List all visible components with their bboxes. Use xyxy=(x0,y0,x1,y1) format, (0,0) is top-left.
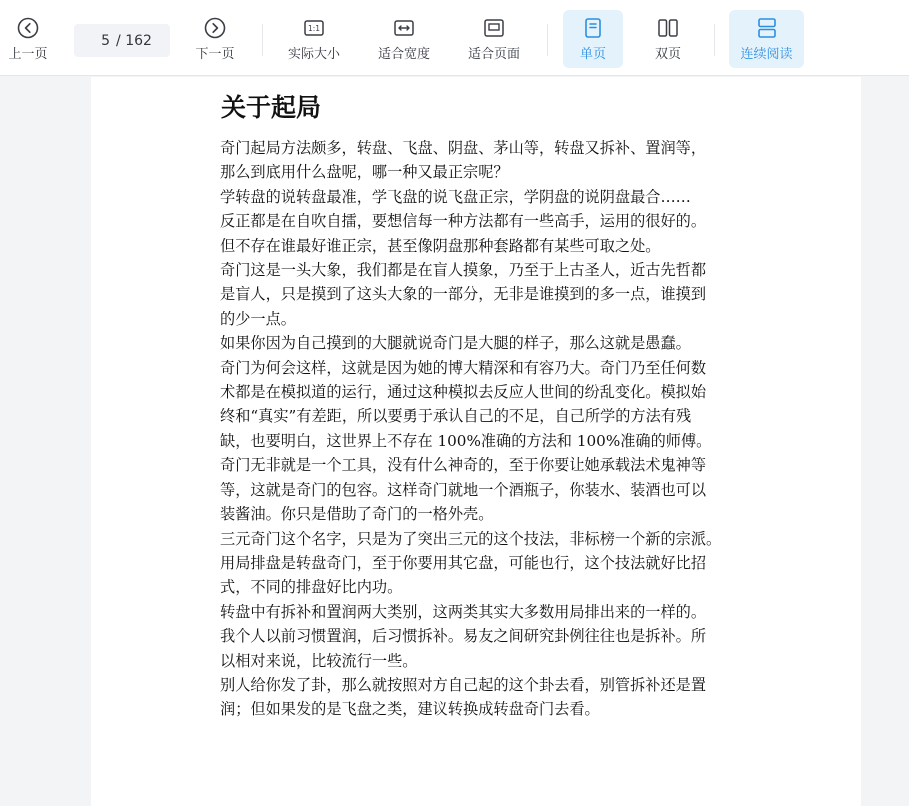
text-line: 是盲人，只是摸到了这头大象的一部分，无非是谁摸到的多一点，谁摸到 xyxy=(220,285,706,304)
next-page-button[interactable] xyxy=(189,10,241,68)
text-line: 缺，也要明白，这世界上不存在 100%准确的方法和 100%准确的师傅。 xyxy=(220,431,712,450)
fit-page-label: 适合页面 xyxy=(467,47,520,62)
fit-page-icon xyxy=(482,16,506,40)
double-page-icon xyxy=(656,16,680,40)
text-line: 润；但如果发的是飞盘之类，建议转换成转盘奇门去看。 xyxy=(220,700,600,719)
prev-page-button[interactable] xyxy=(2,10,54,68)
text-line: 反正都是在自吹自擂，要想信每一种方法都有一些高手，运用的很好的。 xyxy=(220,212,706,231)
page-number-input[interactable] xyxy=(92,33,110,49)
text-line: 学转盘的说转盘最准，学飞盘的说飞盘正宗，学阴盘的说阴盘最合…… xyxy=(220,187,691,206)
text-line: 别人给你发了卦，那么就按照对方自己起的这个卦去看，别管拆补还是置 xyxy=(220,675,706,694)
text-line: 奇门这是一头大象，我们都是在盲人摸象，乃至于上古圣人，近古先哲都 xyxy=(220,261,706,280)
actual-size-button[interactable] xyxy=(281,10,347,68)
text-line: 奇门为何会这样，这就是因为她的博大精深和有容乃大。奇门乃至任何数 xyxy=(220,358,706,377)
text-line: 终和“真实”有差距，所以要勇于承认自己的不足，自己所学的方法有残 xyxy=(220,407,692,426)
text-line: 奇门无非就是一个工具，没有什么神奇的，至于你要让她承载法术鬼神等 xyxy=(220,456,706,475)
text-line: 那么到底用什么盘呢，哪一种又最正宗呢？ xyxy=(220,163,509,182)
double-page-button[interactable] xyxy=(638,10,698,68)
single-page-label: 单页 xyxy=(579,47,606,62)
document-content xyxy=(220,90,740,722)
text-line: 等，这就是奇门的包容。这样奇门就地一个酒瓶子，你装水、装酒也可以 xyxy=(220,480,706,499)
toolbar-divider xyxy=(714,24,715,56)
text-line: 以相对来说，比较流行一些。 xyxy=(220,651,418,670)
page-total: / 162 xyxy=(116,32,152,49)
text-line: 用局排盘是转盘奇门，至于你要用其它盘，可能也行，这个技法就好比招 xyxy=(220,553,706,572)
reader-toolbar xyxy=(0,0,909,76)
fit-width-button[interactable] xyxy=(371,10,437,68)
text-line: 的少一点。 xyxy=(220,309,296,328)
text-line: 装酱油。你只是借助了奇门的一格外壳。 xyxy=(220,505,494,524)
double-page-label: 双页 xyxy=(654,47,681,62)
text-line: 奇门起局方法颇多，转盘、飞盘、阴盘、茅山等，转盘又拆补、置润等， xyxy=(220,139,706,157)
text-line: 转盘中有拆补和置润两大类别，这两类其实大多数用局排出来的一样的。 xyxy=(220,602,706,621)
text-line: 我个人以前习惯置润，后习惯拆补。易友之间研究卦例往往也是拆补。所 xyxy=(220,627,706,646)
toolbar-divider xyxy=(262,24,263,56)
fit-width-label: 适合宽度 xyxy=(377,47,430,62)
toolbar-divider xyxy=(547,24,548,56)
actual-size-icon xyxy=(302,16,326,40)
prev-page-label: 上一页 xyxy=(8,47,48,62)
continuous-reading-label: 连续阅读 xyxy=(740,47,793,62)
chevron-right-circle-icon xyxy=(203,16,227,40)
page-number-box xyxy=(74,24,170,57)
continuous-reading-button[interactable] xyxy=(729,10,804,68)
fit-page-button[interactable] xyxy=(461,10,527,68)
actual-size-icon-text: 1:1 xyxy=(307,24,321,34)
single-page-button[interactable] xyxy=(563,10,623,68)
single-page-icon xyxy=(581,16,605,40)
text-line: 术都是在模拟道的运行，通过这种模拟去反应人世间的纷乱变化。模拟始 xyxy=(220,383,706,402)
next-page-label: 下一页 xyxy=(195,47,235,62)
text-line: 如果你因为自己摸到的大腿就说奇门是大腿的样子，那么这就是愚蠢。 xyxy=(220,334,691,353)
text-line: 三元奇门这个名字，只是为了突出三元的这个技法，非标榜一个新的宗派。 xyxy=(220,529,722,548)
document-title: 关于起局 xyxy=(221,93,322,122)
fit-width-icon xyxy=(392,16,416,40)
chevron-left-circle-icon xyxy=(16,16,40,40)
continuous-reading-icon xyxy=(755,16,779,40)
actual-size-label: 实际大小 xyxy=(287,47,340,62)
document-body xyxy=(220,136,740,722)
text-line: 但不存在谁最好谁正宗，甚至像阴盘那种套路都有某些可取之处。 xyxy=(220,236,661,255)
text-line: 式，不同的排盘好比内功。 xyxy=(220,578,403,597)
